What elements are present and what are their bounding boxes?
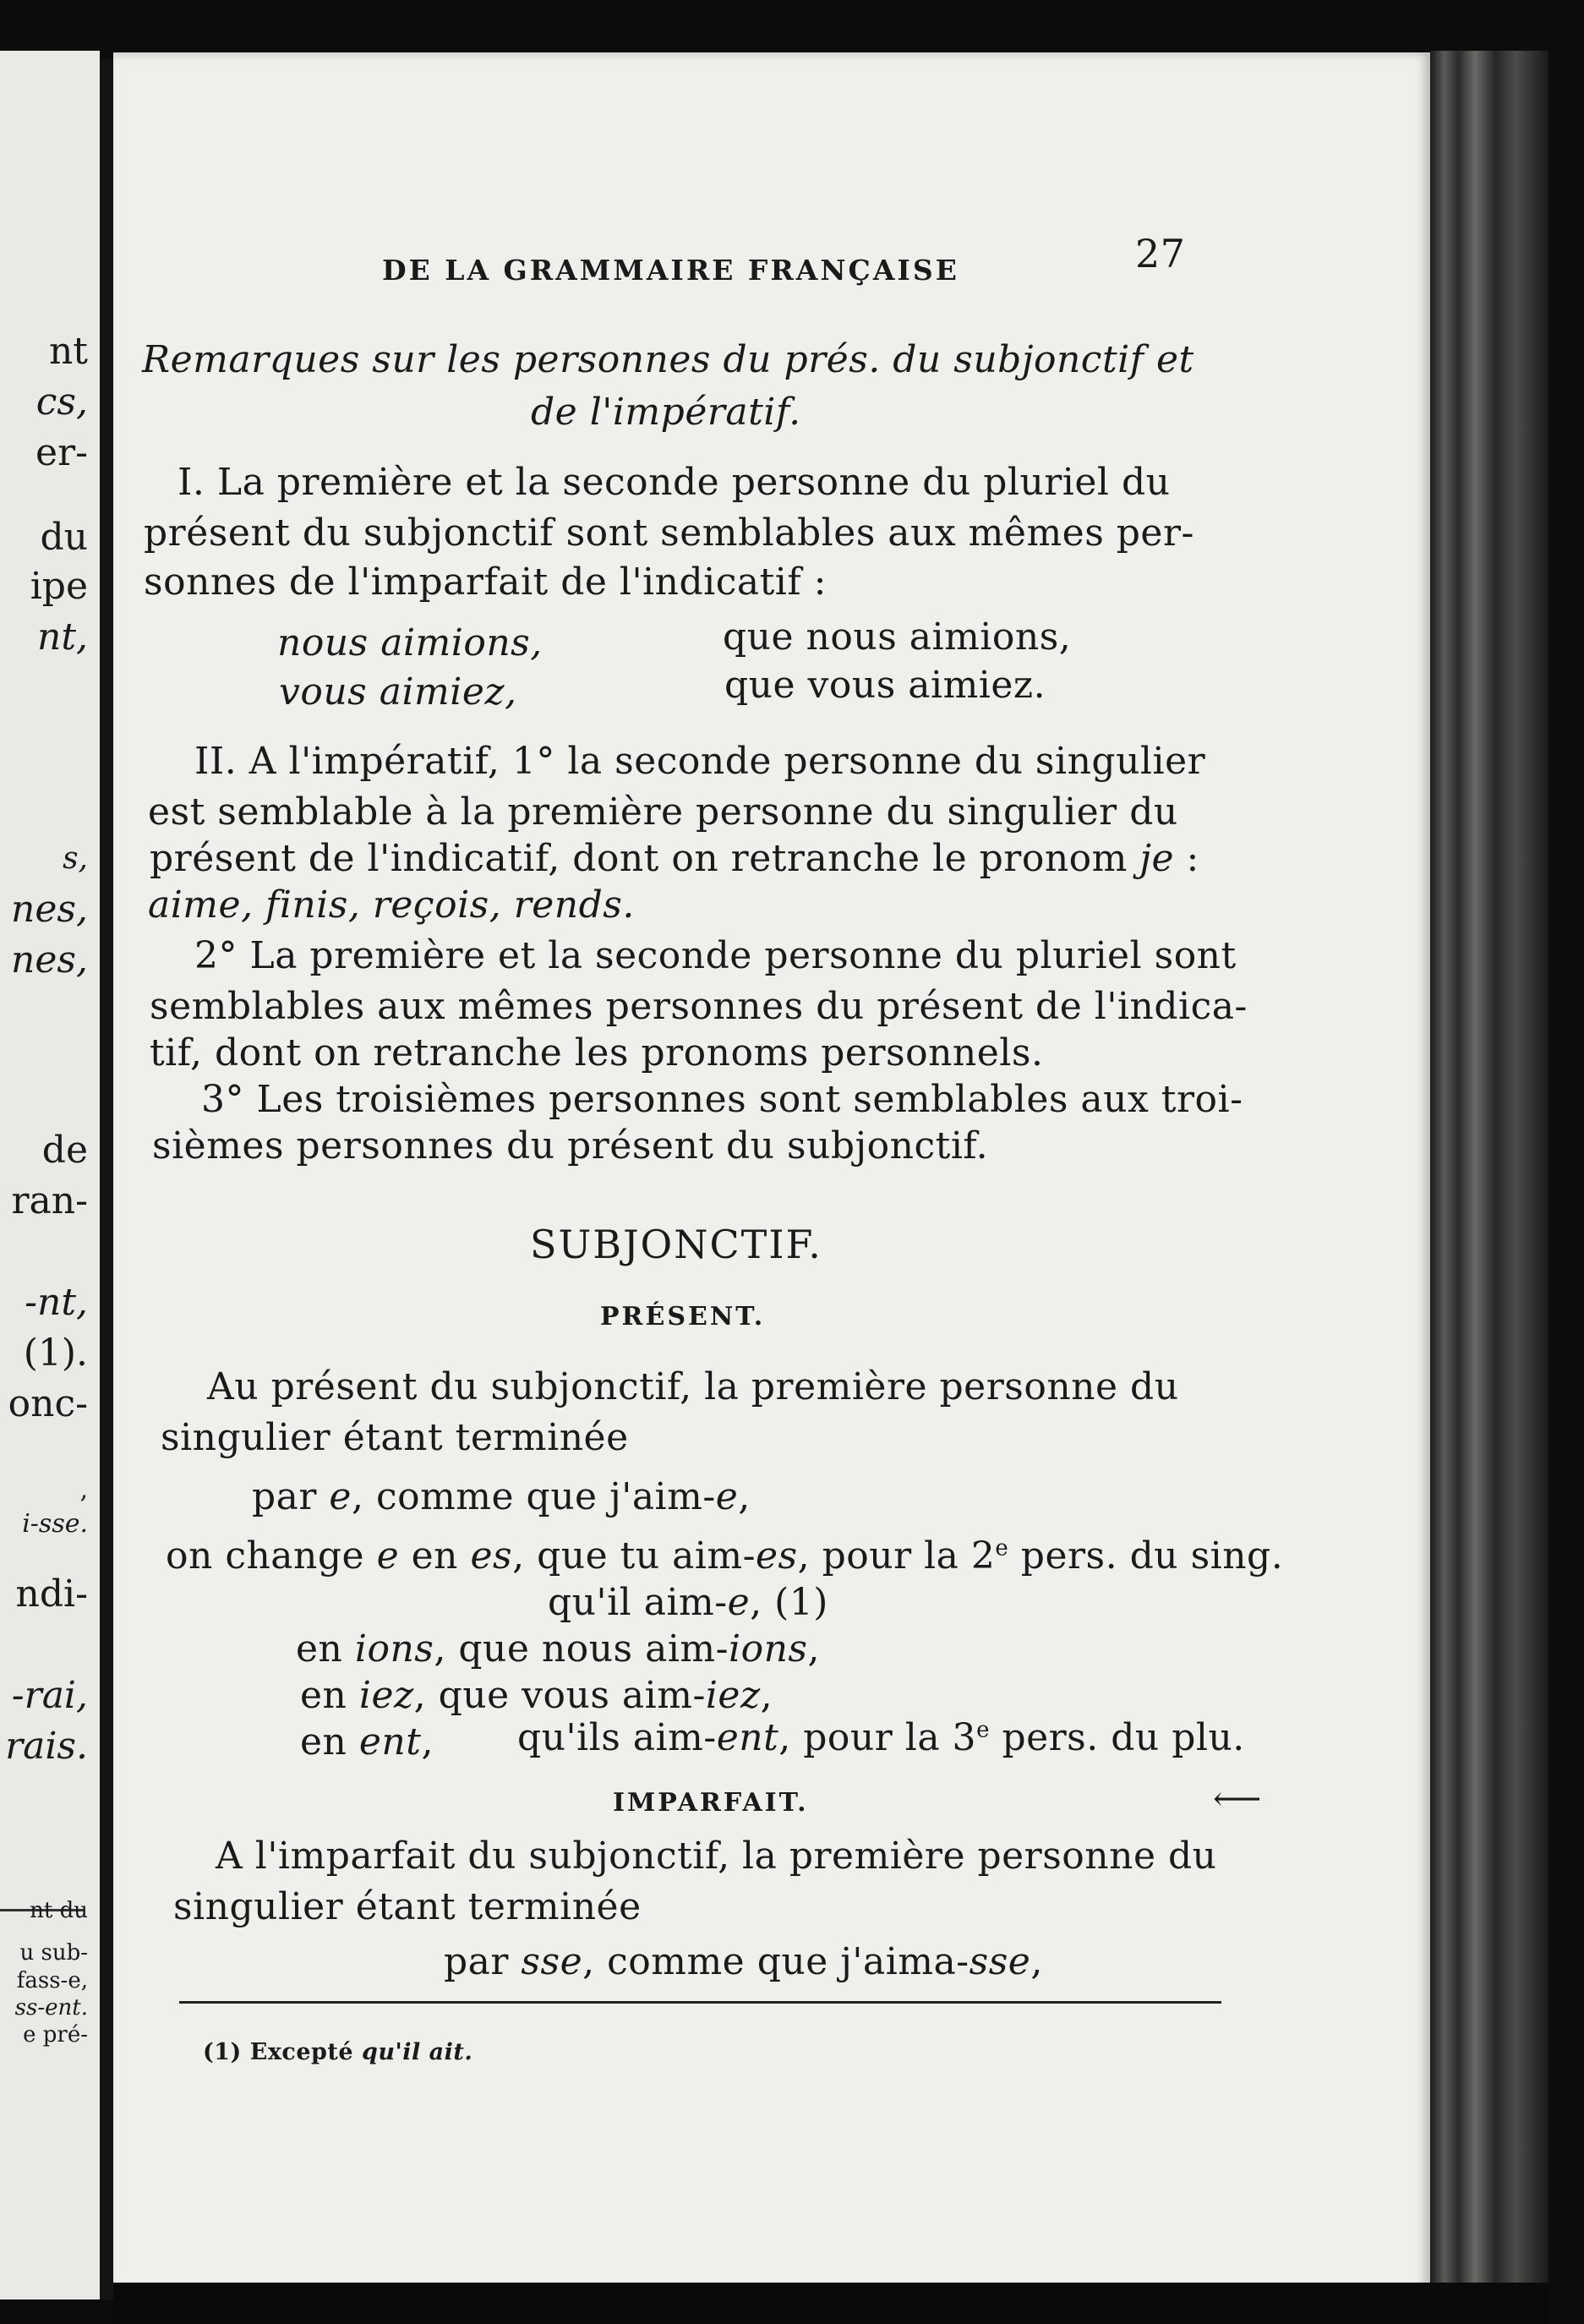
rule-line: en ions, que nous aim-ions, bbox=[296, 1627, 820, 1671]
left-footnote-fragment: e pré- bbox=[23, 2022, 88, 2048]
paragraph-line: Au présent du subjonctif, la première personne du bbox=[207, 1365, 1179, 1408]
left-facing-page bbox=[0, 51, 100, 2299]
rule-line: on change e en es, que tu aim-es, pour la 2e pers. du sing. bbox=[166, 1534, 1284, 1578]
rule-line: qu'il aim-e, (1) bbox=[548, 1581, 828, 1624]
paragraph-line: II. A l'impératif, 1° la seconde personne du singulier bbox=[194, 740, 1206, 783]
paragraph-line: sièmes personnes du présent du subjonctif. bbox=[152, 1124, 989, 1167]
section-heading: SUBJONCTIF. bbox=[530, 1222, 822, 1267]
rule-line: qu'ils aim-ent, pour la 3e pers. du plu. bbox=[517, 1716, 1245, 1759]
left-footnote-fragment: u sub- bbox=[19, 1940, 88, 1966]
example-right: que vous aimiez. bbox=[724, 664, 1046, 707]
subsection-heading: PRÉSENT. bbox=[600, 1302, 766, 1332]
paragraph-line: singulier étant terminée bbox=[161, 1416, 629, 1459]
running-title: DE LA GRAMMAIRE FRANÇAISE bbox=[382, 254, 959, 287]
left-fragment: de bbox=[41, 1129, 88, 1172]
margin-mark: ⟵ bbox=[1213, 1780, 1262, 1818]
page-number: 27 bbox=[1135, 231, 1186, 276]
paragraph-line: présent du subjonctif sont semblables aux mêmes per- bbox=[144, 511, 1194, 555]
rule-line: par sse, comme que j'aima-sse, bbox=[444, 1940, 1043, 1983]
left-footnote-fragment: ss-ent. bbox=[14, 1995, 88, 2021]
paragraph-line: tif, dont on retranche les pronoms personnels. bbox=[150, 1031, 1044, 1075]
rule-line: en ent, bbox=[300, 1720, 434, 1764]
left-fragment: ipe bbox=[30, 565, 88, 608]
left-fragment: nes, bbox=[11, 938, 88, 982]
paragraph-line: 3° Les troisièmes personnes sont semblables aux troi- bbox=[201, 1078, 1243, 1121]
bottom-border bbox=[113, 2283, 1550, 2324]
rule-line: par e, comme que j'aim-e, bbox=[252, 1475, 751, 1518]
left-fragment: nt, bbox=[36, 615, 88, 659]
left-fragment: nes, bbox=[11, 888, 88, 931]
left-fragment: ran- bbox=[11, 1179, 88, 1222]
paragraph-line: I. La première et la seconde personne du pluriel du bbox=[178, 461, 1171, 504]
paragraph-line: présent de l'indicatif, dont on retranche le pronom je : bbox=[150, 837, 1199, 880]
left-footnote-fragment: nt du bbox=[30, 1898, 88, 1923]
paragraph-examples: aime, finis, reçois, rends. bbox=[148, 883, 635, 927]
left-fragment: , bbox=[79, 1475, 88, 1505]
left-fragment: -rai, bbox=[11, 1674, 88, 1717]
left-fragment: du bbox=[40, 516, 88, 559]
remarks-title-2: de l'impératif. bbox=[531, 391, 801, 434]
example-left: vous aimiez, bbox=[279, 670, 517, 714]
left-fragment: cs, bbox=[36, 380, 88, 424]
left-fragment: (1). bbox=[23, 1332, 88, 1375]
left-fragment: onc- bbox=[8, 1382, 88, 1425]
left-fragment: -nt, bbox=[25, 1281, 88, 1324]
footnote-divider bbox=[179, 2001, 1221, 2004]
paragraph-line: semblables aux mêmes personnes du présent de l'indica- bbox=[150, 985, 1248, 1028]
example-left: nous aimions, bbox=[277, 621, 543, 664]
left-fragment: rais. bbox=[5, 1725, 88, 1768]
example-right: que nous aimions, bbox=[723, 615, 1072, 659]
paragraph-line: A l'imparfait du subjonctif, la première personne du bbox=[216, 1835, 1217, 1878]
page-edges bbox=[1430, 51, 1548, 2308]
left-fragment: s, bbox=[63, 841, 88, 876]
book-gutter bbox=[100, 59, 113, 2299]
paragraph-line: sonnes de l'imparfait de l'indicatif : bbox=[144, 560, 827, 604]
left-fragment: i-sse. bbox=[22, 1509, 88, 1539]
rule-line: en iez, que vous aim-iez, bbox=[300, 1674, 773, 1717]
paragraph-line: 2° La première et la seconde personne du pluriel sont bbox=[194, 934, 1237, 977]
left-footnote-fragment: fass-e, bbox=[16, 1968, 88, 1993]
left-fragment: ndi- bbox=[15, 1572, 88, 1616]
paragraph-line: singulier étant terminée bbox=[173, 1885, 642, 1928]
footnote: (1) Excepté qu'il ait. bbox=[203, 2039, 473, 2065]
paragraph-line: est semblable à la première personne du singulier du bbox=[148, 790, 1178, 834]
left-fragment: er- bbox=[36, 431, 88, 474]
remarks-title: Remarques sur les personnes du prés. du subjonctif et bbox=[142, 338, 1194, 381]
subsection-heading: IMPARFAIT. bbox=[613, 1788, 809, 1818]
left-fragment: nt bbox=[48, 330, 88, 373]
